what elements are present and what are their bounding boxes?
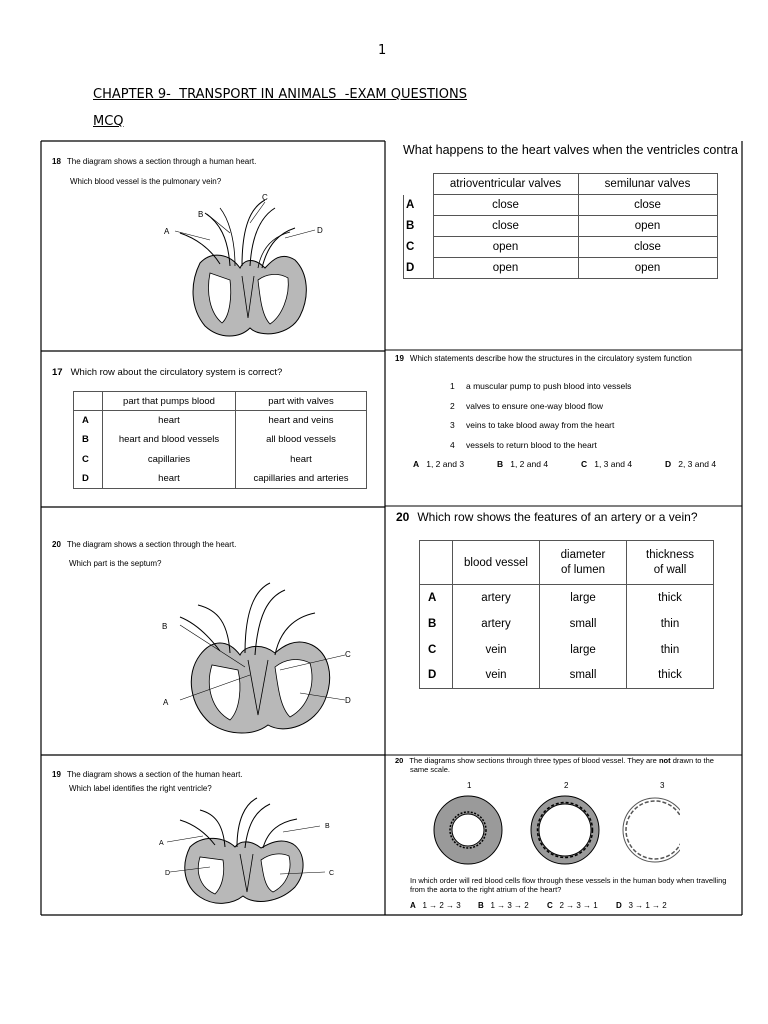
- page-number: 1: [378, 43, 387, 58]
- q18-label-b: B: [198, 210, 204, 219]
- list-item: 4 vessels to return blood to the heart: [450, 439, 597, 450]
- q19b-prompt: Which label identifies the right ventricle?: [69, 784, 212, 793]
- table-row: B artery small thin: [420, 611, 714, 637]
- table-row: A heart heart and veins: [74, 411, 367, 431]
- q19b-text: 19 The diagram shows a section of the human heart.: [52, 770, 243, 779]
- vessel-2-vein: [531, 796, 599, 864]
- q17-text: 17 Which row about the circulatory system is correct?: [52, 367, 283, 378]
- table-row: C vein large thin: [420, 637, 714, 663]
- q18-label-a: A: [164, 227, 170, 236]
- vessel-3-capillary: [623, 798, 680, 862]
- heart-diagram-q19: [155, 792, 355, 910]
- q19b-label-d: D: [165, 870, 171, 877]
- q18-label-d: D: [317, 226, 323, 235]
- vessel-1-artery: [434, 796, 502, 864]
- table-row: D vein small thick: [420, 663, 714, 689]
- table-row: B close open: [404, 216, 718, 237]
- list-item: 2 valves to ensure one-way blood flow: [450, 400, 604, 411]
- q20c-text: 20 The diagrams show sections through three types of blood vessel. They are not drawn to the: [395, 756, 714, 765]
- q20c-options: A 1 → 2 → 3 B 1 → 3 → 2 C 2 → 3 → 1 D 3 → 1 → 2: [410, 901, 667, 910]
- heart-diagram-q20: [150, 575, 370, 745]
- q20a-label-c: C: [345, 650, 351, 659]
- q17-table: part that pumps blood part with valves A heart heart and veins B heart and blood vessels all blood vessels C capillaries heart D heart capillaries and arteries: [73, 391, 367, 489]
- chapter-title: CHAPTER 9- TRANSPORT IN ANIMALS -EXAM QUESTIONS: [93, 87, 467, 102]
- q18-text: 18 The diagram shows a section through a human heart.: [52, 157, 257, 166]
- list-item: 3 veins to take blood away from the heart: [450, 420, 615, 430]
- table-row: A close close: [404, 195, 718, 216]
- table-row: D heart capillaries and arteries: [74, 469, 367, 489]
- q19b-label-c: C: [329, 870, 335, 877]
- valves-table: [403, 173, 718, 279]
- q20a-label-a: A: [163, 698, 169, 707]
- q20a-text: 20 The diagram shows a section through the heart.: [52, 540, 237, 549]
- valves-header-av: atrioventricular valves: [433, 174, 578, 195]
- q19a-statements: [450, 377, 631, 455]
- q20c-prompt: In which order will red blood cells flow through these vessels in the human body when travelling from the aorta to the right atrium of the heart?: [410, 876, 727, 894]
- vessel-label-1: 1: [467, 781, 472, 790]
- q19b-label-b: B: [325, 823, 330, 830]
- q20c-text-line2: same scale.: [410, 765, 451, 774]
- table-row: C open close: [404, 237, 718, 258]
- q19a-options: A 1, 2 and 3 B 1, 2 and 4 C 1, 3 and 4 D 2, 3 and 4: [413, 459, 717, 469]
- q20a-prompt: Which part is the septum?: [69, 559, 162, 568]
- q20a-label-d: D: [345, 696, 351, 705]
- vessel-label-3: 3: [660, 781, 665, 790]
- table-row: C capillaries heart: [74, 450, 367, 470]
- q20b-text: 20 Which row shows the features of an artery or a vein?: [396, 510, 698, 524]
- table-row: B heart and blood vessels all blood vessels: [74, 430, 367, 450]
- list-item: 1 a muscular pump to push blood into vessels: [450, 381, 632, 391]
- mcq-heading: MCQ: [93, 114, 124, 129]
- q19a-text: 19 Which statements describe how the structures in the circulatory system function: [395, 354, 692, 363]
- table-row: D open open: [404, 258, 718, 279]
- valves-header-sl: semilunar valves: [578, 174, 717, 195]
- table-row: A artery large thick: [420, 585, 714, 611]
- q20a-label-b: B: [162, 622, 168, 631]
- blood-vessel-diagrams: [420, 778, 680, 873]
- valves-question: What happens to the heart valves when the ventricles contra: [403, 143, 738, 157]
- q19b-label-a: A: [159, 840, 164, 847]
- heart-diagram-q18: [150, 188, 350, 343]
- vessel-label-2: 2: [564, 781, 569, 790]
- q18-prompt: Which blood vessel is the pulmonary vein?: [70, 177, 222, 186]
- q18-label-c: C: [262, 193, 268, 202]
- q20b-table: blood vessel diameter of lumen thickness of wall A artery large thick B artery small thin C vein large thin D vein small thick: [419, 540, 714, 689]
